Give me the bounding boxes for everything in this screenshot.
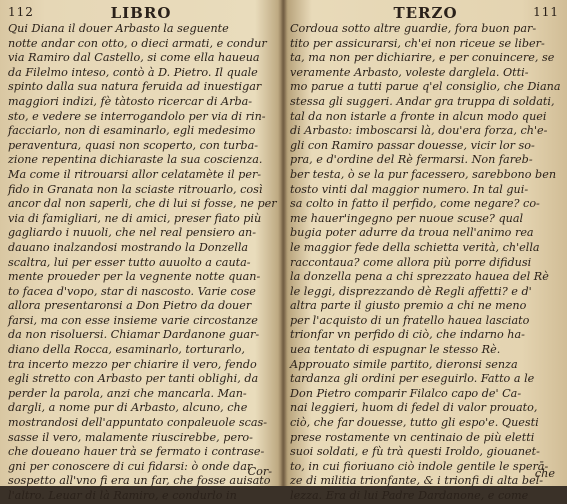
catchword: Cor- xyxy=(247,465,272,478)
text-line: tardanza gli ordini per eseguirlo. Fatto a le xyxy=(290,372,535,386)
catchword: che xyxy=(534,467,555,480)
text-line: lezza. Era di lui Padre Dardanone, e come xyxy=(290,489,529,502)
text-line: farsi, ma con esse insieme varie circostanze xyxy=(8,313,258,327)
text-line: maggiori indizi, fè tàtosto ricercar di Arba- xyxy=(8,94,253,108)
text-line: Don Pietro comparir Filalco capo de' Ca- xyxy=(290,386,522,400)
text-line: Qui Diana il douer Arbasto la seguente xyxy=(8,22,229,35)
text-line: tosto vinti dal maggior numero. In tal gui- xyxy=(290,182,529,196)
text-line: da Filelmo inteso, contò à D. Pietro. Il quale xyxy=(8,65,258,79)
text-line: pra, e d'ordine del Rè fermarsi. Non fareb- xyxy=(290,153,533,167)
running-head xyxy=(284,4,567,22)
text-line: altra parte il giusto premio a chi ne meno xyxy=(290,299,527,313)
text-block xyxy=(290,22,561,504)
text-line: to, in cui fioriuano ciò indole gentile le sperā- xyxy=(290,459,549,473)
text-line: sa colto in fatto il perfido, come negare? co- xyxy=(290,197,540,211)
text-line: da non risoluersi. Chiamar Dardanone guar- xyxy=(8,328,260,342)
text-line: uea tentato di espugnar le stesso Rè. xyxy=(290,343,501,357)
left-page xyxy=(0,0,282,502)
text-line: trionfar vn perfido di ciò, che indarno ha- xyxy=(290,328,525,342)
text-line: ze di militia trionfante, & i trionfi di alta bel- xyxy=(290,474,544,488)
text-line: ta, ma non per dichiarire, e per conuincere, se xyxy=(290,51,555,65)
text-line: gli con Ramiro passar douesse, vicir lor so- xyxy=(290,138,535,152)
text-line: per l'acquisto di un fratello hauea lasciato xyxy=(290,313,530,327)
text-line: gni per conoscere di cui fidarsi: ò onde dar xyxy=(8,459,253,473)
text-line: l'altro. Leuar di là Ramiro, e condurlo in xyxy=(8,489,237,502)
text-line: facciarlo, non di esaminarlo, egli medesimo xyxy=(8,124,256,138)
text-line: ber testa, ò se la pur facessero, sarebbono ben xyxy=(290,167,557,181)
text-line: via Ramiro dal Castello, si come ella haueua xyxy=(8,51,260,65)
text-line: zione repentina dichiaraste la sua coscienza. xyxy=(8,153,263,167)
text-block xyxy=(8,22,276,504)
text-line: dargli, a nome pur di Arbasto, alcuno, che xyxy=(8,401,248,415)
text-line: tra incerto mezzo per chiarire il vero, fendo xyxy=(8,357,257,371)
text-line: dauano inalzandosi mostrando la Donzella xyxy=(8,240,249,254)
page-number: 111 xyxy=(533,5,559,19)
text-line: allora presentaronsi a Don Pietro da douer xyxy=(8,299,252,313)
text-line: ancor dal non saperli, che di lui si fosse, ne per xyxy=(8,197,277,211)
text-line: le leggi, disprezzando dè Regli affetti? e d' xyxy=(290,284,532,298)
text-line: le maggior fede della schietta verità, ch'ella xyxy=(290,240,540,254)
text-line: to facea d'vopo, star di nascosto. Varie cose xyxy=(8,284,256,298)
right-page xyxy=(284,0,567,502)
text-line: mente proueder per la vegnente notte quan- xyxy=(8,270,261,284)
text-line: Cordoua sotto altre guardie, fora buon par- xyxy=(290,22,537,35)
text-line: Ma come il ritrouarsi allor celatamète il per- xyxy=(8,167,262,181)
text-line: suoi soldati, e fù trà questi Iroldo, giouanet- xyxy=(290,445,540,459)
running-title: TERZO xyxy=(393,4,458,22)
text-line: egli stretto con Arbasto per tanti oblighi, da xyxy=(8,372,259,386)
text-line: via di famigliari, ne di amici, preser fiato più xyxy=(8,211,262,225)
text-line: tal da non istarle a fronte in alcun modo quei xyxy=(290,109,547,123)
text-line: tito per assicurarsi, ch'ei non riceue se liber- xyxy=(290,36,545,50)
text-line: bugia poter adurre da troua nell'animo rea xyxy=(290,226,534,240)
text-line: scaltra, lui per esser tutto auuolto a cauta- xyxy=(8,255,251,269)
text-line: fido in Granata non la sciaste ritrouarlo, così xyxy=(8,182,263,196)
text-line: la donzella pena a chi sprezzato hauea del Rè xyxy=(290,270,549,284)
text-line: mostrandosi dell'appuntato conpaleuole scas- xyxy=(8,416,268,430)
text-line: ciò, che far douesse, tutto gli espo'e. Questi xyxy=(290,416,539,430)
text-line: nai leggieri, huom di fedel di valor prouato, xyxy=(290,401,538,415)
text-line: spinto dalla sua natura feruida ad inuestigar xyxy=(8,80,262,94)
text-line: gagliardo i nuuoli, che nel real pensiero an- xyxy=(8,226,256,240)
running-head xyxy=(0,4,282,22)
text-line: sasse il vero, malamente riuscirebbe, pero- xyxy=(8,430,253,444)
text-line: sospetto all'vno fi era un far, che fosse auisato xyxy=(8,474,271,488)
text-line: peraventura, quasi non scoperto, con turba- xyxy=(8,138,259,152)
text-line: prese rostamente vn centinaio de più eletti xyxy=(290,430,535,444)
text-line: mo parue a tutti parue q'el consiglio, che Diana xyxy=(290,80,561,94)
text-line: stessa gli suggeri. Andar gra truppa di soldati, xyxy=(290,94,555,108)
text-line: di Arbasto: imboscarsi là, dou'era forza, ch'e- xyxy=(290,124,548,138)
text-line: sto, e vedere se interrogandolo per via di rin- xyxy=(8,109,266,123)
text-line: notte andar con otto, o dieci armati, e condur xyxy=(8,36,267,50)
page-number: 112 xyxy=(8,5,34,19)
text-line: perder la parola, anzi che mancarla. Man- xyxy=(8,386,247,400)
text-line: raccontaua? come allora più porre difidusi xyxy=(290,255,532,269)
text-line: Approuato simile partito, dieronsi senza xyxy=(290,357,518,371)
running-title: LIBRO xyxy=(110,4,172,22)
text-line: me hauer'ingegno per nuoue scuse? qual xyxy=(290,211,524,225)
text-line: veramente Arbasto, voleste darglela. Otti- xyxy=(290,65,529,79)
text-line: che doueano hauer trà se fermato i contrase- xyxy=(8,445,265,459)
text-line: diano della Rocca, esaminarlo, torturarlo, xyxy=(8,343,245,357)
